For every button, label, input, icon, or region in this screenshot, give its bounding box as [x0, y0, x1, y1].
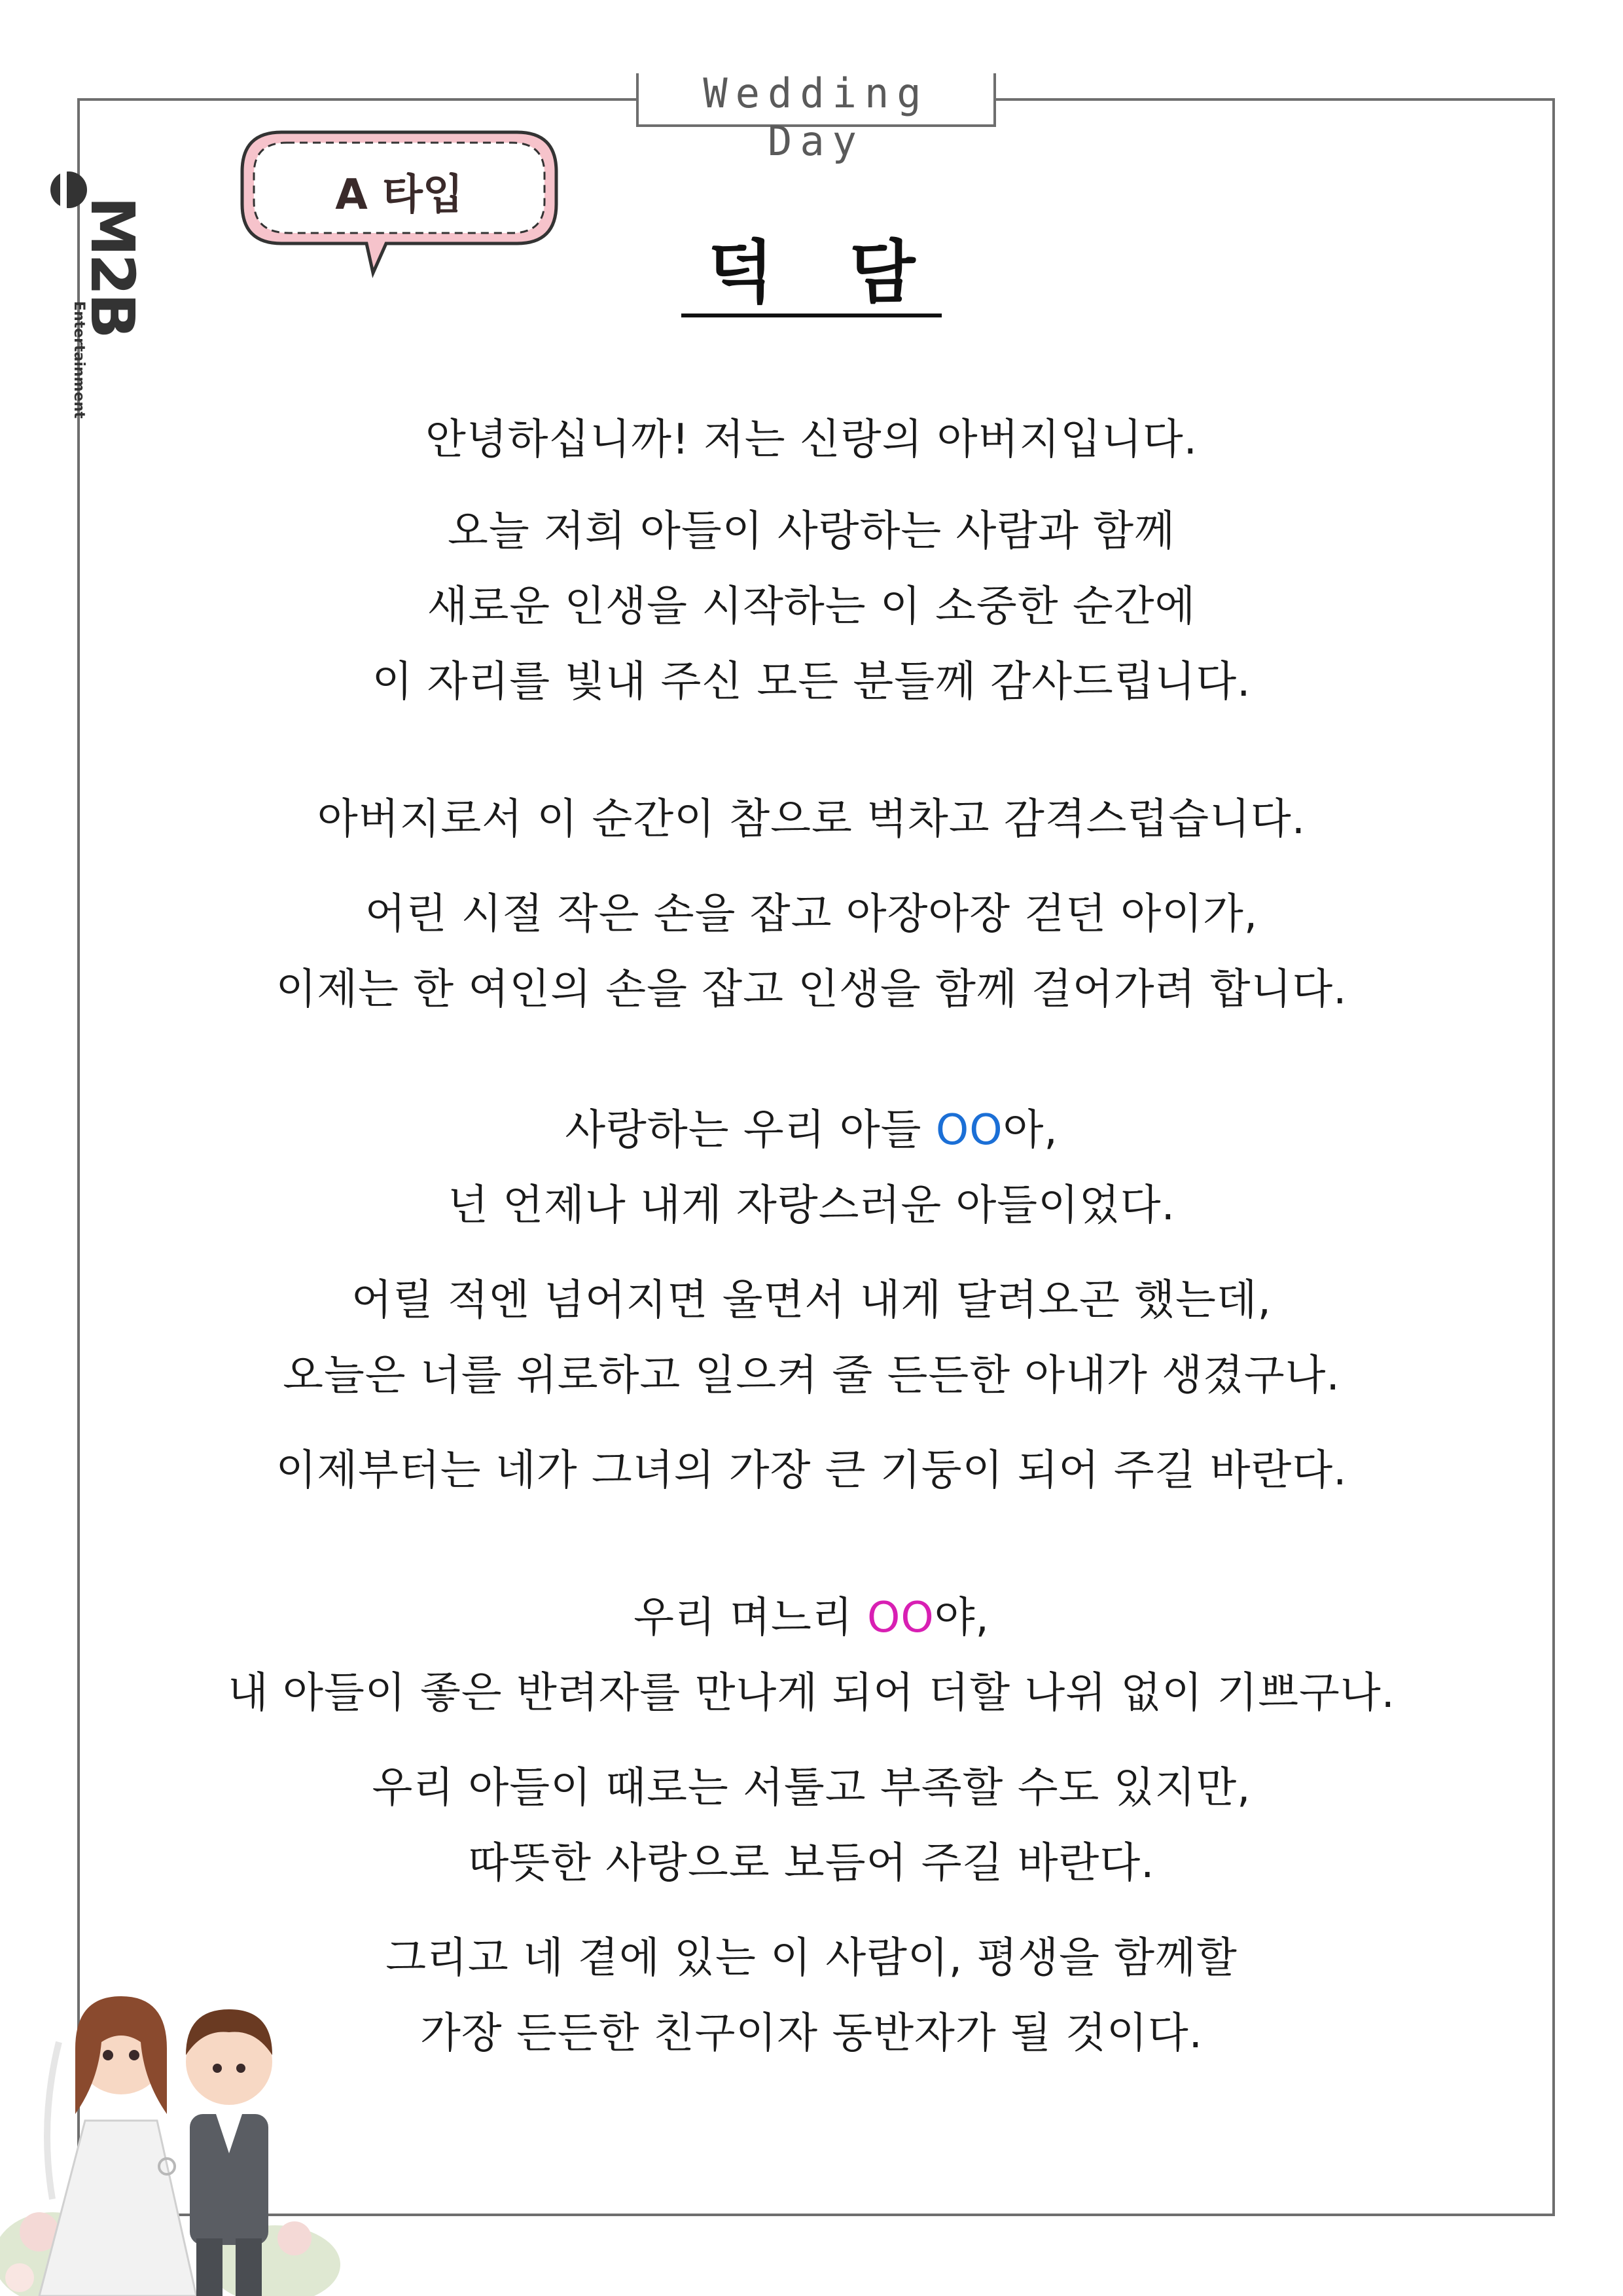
- speech-line: 안녕하십니까! 저는 신랑의 아버지입니다.: [425, 416, 1198, 464]
- speech-line: 따뜻한 사랑으로 보듬어 주길 바란다.: [468, 1839, 1155, 1888]
- son-name: OO: [935, 1106, 1003, 1155]
- speech-line: 오늘 저희 아들이 사랑하는 사람과 함께: [448, 507, 1175, 556]
- speech-line: 가장 든든한 친구이자 동반자가 될 것이다.: [419, 2009, 1204, 2058]
- brand-sub: Entertainment: [71, 301, 87, 419]
- wedding-couple-illustration-icon: [0, 1950, 340, 2296]
- speech-line: 아버지로서 이 순간이 참으로 벅차고 감격스럽습니다.: [317, 795, 1306, 844]
- header-label: Wedding Day: [703, 69, 929, 165]
- speech-line: 어릴 적엔 넘어지면 울면서 내게 달려오곤 했는데,: [351, 1276, 1272, 1325]
- speech-line: 이제부터는 네가 그녀의 가장 큰 기둥이 되어 주길 바란다.: [276, 1446, 1347, 1495]
- brand-name: M2B: [77, 196, 147, 336]
- speech-line: 내 아들이 좋은 반려자를 만나게 되어 더할 나위 없이 기쁘구나.: [227, 1669, 1396, 1717]
- page-title: 덕 담: [0, 217, 1623, 315]
- daughter-address-line: 우리 며느리 OO야,: [633, 1594, 990, 1642]
- speech-line: 새로운 인생을 시작하는 이 소중한 순간에: [427, 583, 1196, 631]
- speech-line: 이제는 한 여인의 손을 잡고 인생을 함께 걸어가려 합니다.: [276, 965, 1347, 1014]
- son-address-line: 사랑하는 우리 아들 OO아,: [565, 1106, 1058, 1155]
- speech-line: 그리고 네 곁에 있는 이 사람이, 평생을 함께할: [385, 1934, 1238, 1982]
- speech-line: 우리 아들이 때로는 서툴고 부족할 수도 있지만,: [372, 1764, 1251, 1812]
- header-tab: [636, 69, 996, 165]
- speech-line: 이 자리를 빛내 주신 모든 분들께 감사드립니다.: [372, 658, 1251, 706]
- badge-label: A 타입: [335, 171, 463, 219]
- speech-line: 오늘은 너를 위로하고 일으켜 줄 든든한 아내가 생겼구나.: [283, 1352, 1340, 1400]
- daughter-name: OO: [866, 1594, 935, 1642]
- speech-line: 어린 시절 작은 손을 잡고 아장아장 걷던 아이가,: [365, 890, 1258, 939]
- speech-line: 넌 언제나 내게 자랑스러운 아들이었다.: [448, 1181, 1175, 1230]
